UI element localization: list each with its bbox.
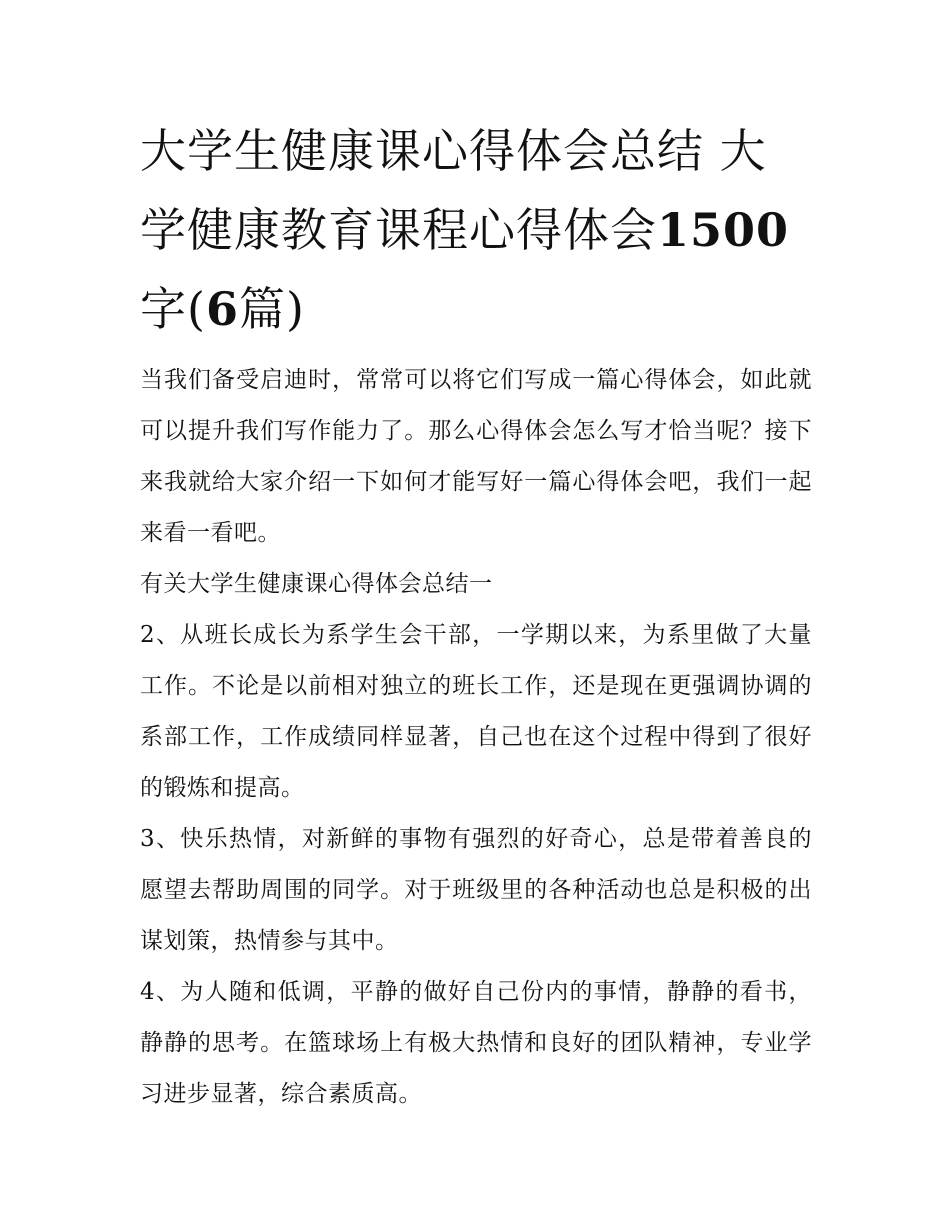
list-item-2: 2、从班长成长为系学生会干部，一学期以来，为系里做了大量工作。不论是以前相对独立的班长工作，还是现在更强调协调的系部工作，工作成绩同样显著，自己也在这个过程中得到了很好的锻炼和提高。: [140, 622, 812, 801]
intro-paragraph: 当我们备受启迪时，常常可以将它们写成一篇心得体会，如此就可以提升我们写作能力了。那么心得体会怎么写才恰当呢？接下来我就给大家介绍一下如何才能写好一篇心得体会吧，我们一起来看一看吧。: [140, 367, 812, 546]
document-page: [140, 112, 812, 1120]
section-heading: 有关大学生健康课心得体会总结一: [140, 571, 493, 597]
title-number: 1500: [657, 203, 790, 257]
document-body: [140, 355, 812, 1120]
title-number: 6: [205, 282, 239, 336]
list-item-3: 3、快乐热情，对新鲜的事物有强烈的好奇心，总是带着善良的愿望去帮助周围的同学。对于班级里的各种活动也总是积极的出谋划策，热情参与其中。: [140, 826, 812, 954]
document-title: 大学生健康课心得体会总结 大学健康教育课程心得体会1500字(6篇): [140, 124, 790, 336]
list-item-4: 4、为人随和低调，平静的做好自己份内的事情，静静的看书，静静的思考。在篮球场上有极大热情和良好的团队精神，专业学习进步显著，综合素质高。: [140, 979, 812, 1107]
